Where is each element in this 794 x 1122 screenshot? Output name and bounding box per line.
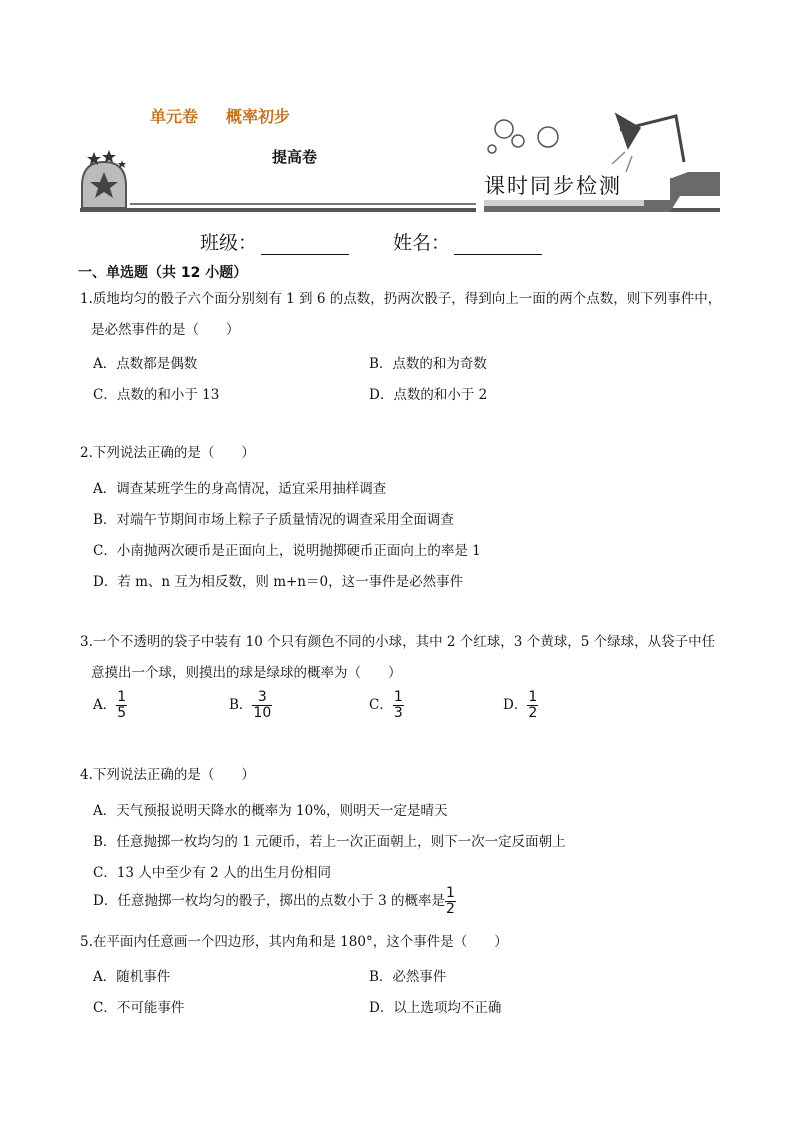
question-2-stem: 2.下列说法正确的是（ ） xyxy=(80,445,255,461)
q3-option-a[interactable] xyxy=(93,690,127,721)
fraction-denominator: 3 xyxy=(393,705,403,721)
q2-option-d[interactable]: D．若 m、n 互为相反数，则 m+n＝0，这一事件是必然事件 xyxy=(93,574,464,590)
q1-option-d[interactable]: D．点数的和小于 2 xyxy=(369,387,488,403)
fraction-denominator: 10 xyxy=(253,705,272,721)
question-1-line1: 1.质地均匀的骰子六个面分别刻有 1 到 6 的点数，扔两次骰子，得到向上一面的两个点数，则下列事件中， xyxy=(80,291,722,307)
class-label: 班级： xyxy=(200,232,258,254)
class-field[interactable] xyxy=(261,236,349,255)
q4-option-d-text: D．任意抛掷一枚均匀的骰子，掷出的点数小于 3 的概率是 xyxy=(93,893,445,909)
question-3-stem xyxy=(80,627,715,689)
fraction-denominator: 5 xyxy=(117,705,127,721)
q3-option-c-fraction xyxy=(393,690,404,721)
star-medal-icon xyxy=(82,150,126,208)
section-title: 一、单选题（共 12 小题） xyxy=(78,265,248,281)
badge-label: 课时同步检测 xyxy=(484,174,622,198)
fraction-denominator: 2 xyxy=(528,705,538,721)
q3-option-b-fraction xyxy=(252,690,272,721)
name-field[interactable] xyxy=(454,236,542,255)
q5-option-c[interactable]: C．不可能事件 xyxy=(93,1000,185,1016)
fraction-numerator: 1 xyxy=(528,689,538,705)
q5-option-d[interactable]: D．以上选项均不正确 xyxy=(369,1000,502,1016)
q3-option-d-fraction xyxy=(527,690,538,721)
unit-label: 单元卷 xyxy=(150,107,199,126)
q5-option-a[interactable]: A．随机事件 xyxy=(93,969,171,985)
q3-option-a-letter: A． xyxy=(93,697,117,713)
student-info-line xyxy=(200,228,542,255)
fraction-numerator: 1 xyxy=(117,689,127,705)
q3-option-d[interactable] xyxy=(503,690,538,721)
q1-option-a[interactable]: A．点数都是偶数 xyxy=(93,356,198,372)
fraction-numerator: 1 xyxy=(393,689,403,705)
question-3-line1: 3.一个不透明的袋子中装有 10 个只有颜色不同的小球，其中 2 个红球，3 个黄球，5 个绿球，从袋子中任 xyxy=(80,634,716,650)
q4-option-d[interactable] xyxy=(93,886,456,917)
fraction-numerator: 3 xyxy=(252,690,272,706)
question-1-stem xyxy=(80,284,721,346)
q3-option-b-letter: B． xyxy=(229,697,253,713)
lamp-icon xyxy=(488,114,684,172)
question-4-stem: 4.下列说法正确的是（ ） xyxy=(80,767,255,783)
question-1-line2: 是必然事件的是（ ） xyxy=(91,322,240,338)
difficulty-label: 提高卷 xyxy=(272,148,318,166)
name-label: 姓名： xyxy=(393,232,451,254)
header-title xyxy=(150,104,290,127)
question-5-stem: 5.在平面内任意画一个四边形，其内角和是 180°，这个事件是（ ） xyxy=(80,934,508,950)
q4-option-d-fraction xyxy=(445,886,456,917)
q2-option-b[interactable]: B．对端午节期间市场上粽子子质量情况的调查采用全面调查 xyxy=(93,512,454,528)
chapter-label: 概率初步 xyxy=(226,107,291,126)
fraction-numerator: 1 xyxy=(446,885,455,901)
q4-option-c[interactable]: C．13 人中至少有 2 人的出生月份相同 xyxy=(93,865,331,881)
q3-option-c-letter: C． xyxy=(369,697,393,713)
q1-option-b[interactable]: B．点数的和为奇数 xyxy=(369,356,487,372)
q1-option-c[interactable]: C．点数的和小于 13 xyxy=(93,387,220,403)
q3-option-a-fraction xyxy=(116,690,127,721)
q3-option-c[interactable] xyxy=(369,690,404,721)
fraction-denominator: 2 xyxy=(446,901,455,917)
question-3-line2: 意摸出一个球，则摸出的球是绿球的概率为（ ） xyxy=(91,665,402,681)
q5-option-b[interactable]: B．必然事件 xyxy=(369,969,447,985)
q2-option-a[interactable]: A．调查某班学生的身高情况，适宜采用抽样调查 xyxy=(93,481,387,497)
q4-option-a[interactable]: A．天气预报说明天降水的概率为 10%，则明天一定是晴天 xyxy=(93,803,448,819)
q3-option-b[interactable] xyxy=(229,690,272,721)
q2-option-c[interactable]: C．小南抛两次硬币是正面向上，说明抛掷硬币正面向上的率是 1 xyxy=(93,543,481,559)
q4-option-b[interactable]: B．任意抛掷一枚均匀的 1 元硬币，若上一次正面朝上，则下一次一定反面朝上 xyxy=(93,834,566,850)
q3-option-d-letter: D． xyxy=(503,697,528,713)
